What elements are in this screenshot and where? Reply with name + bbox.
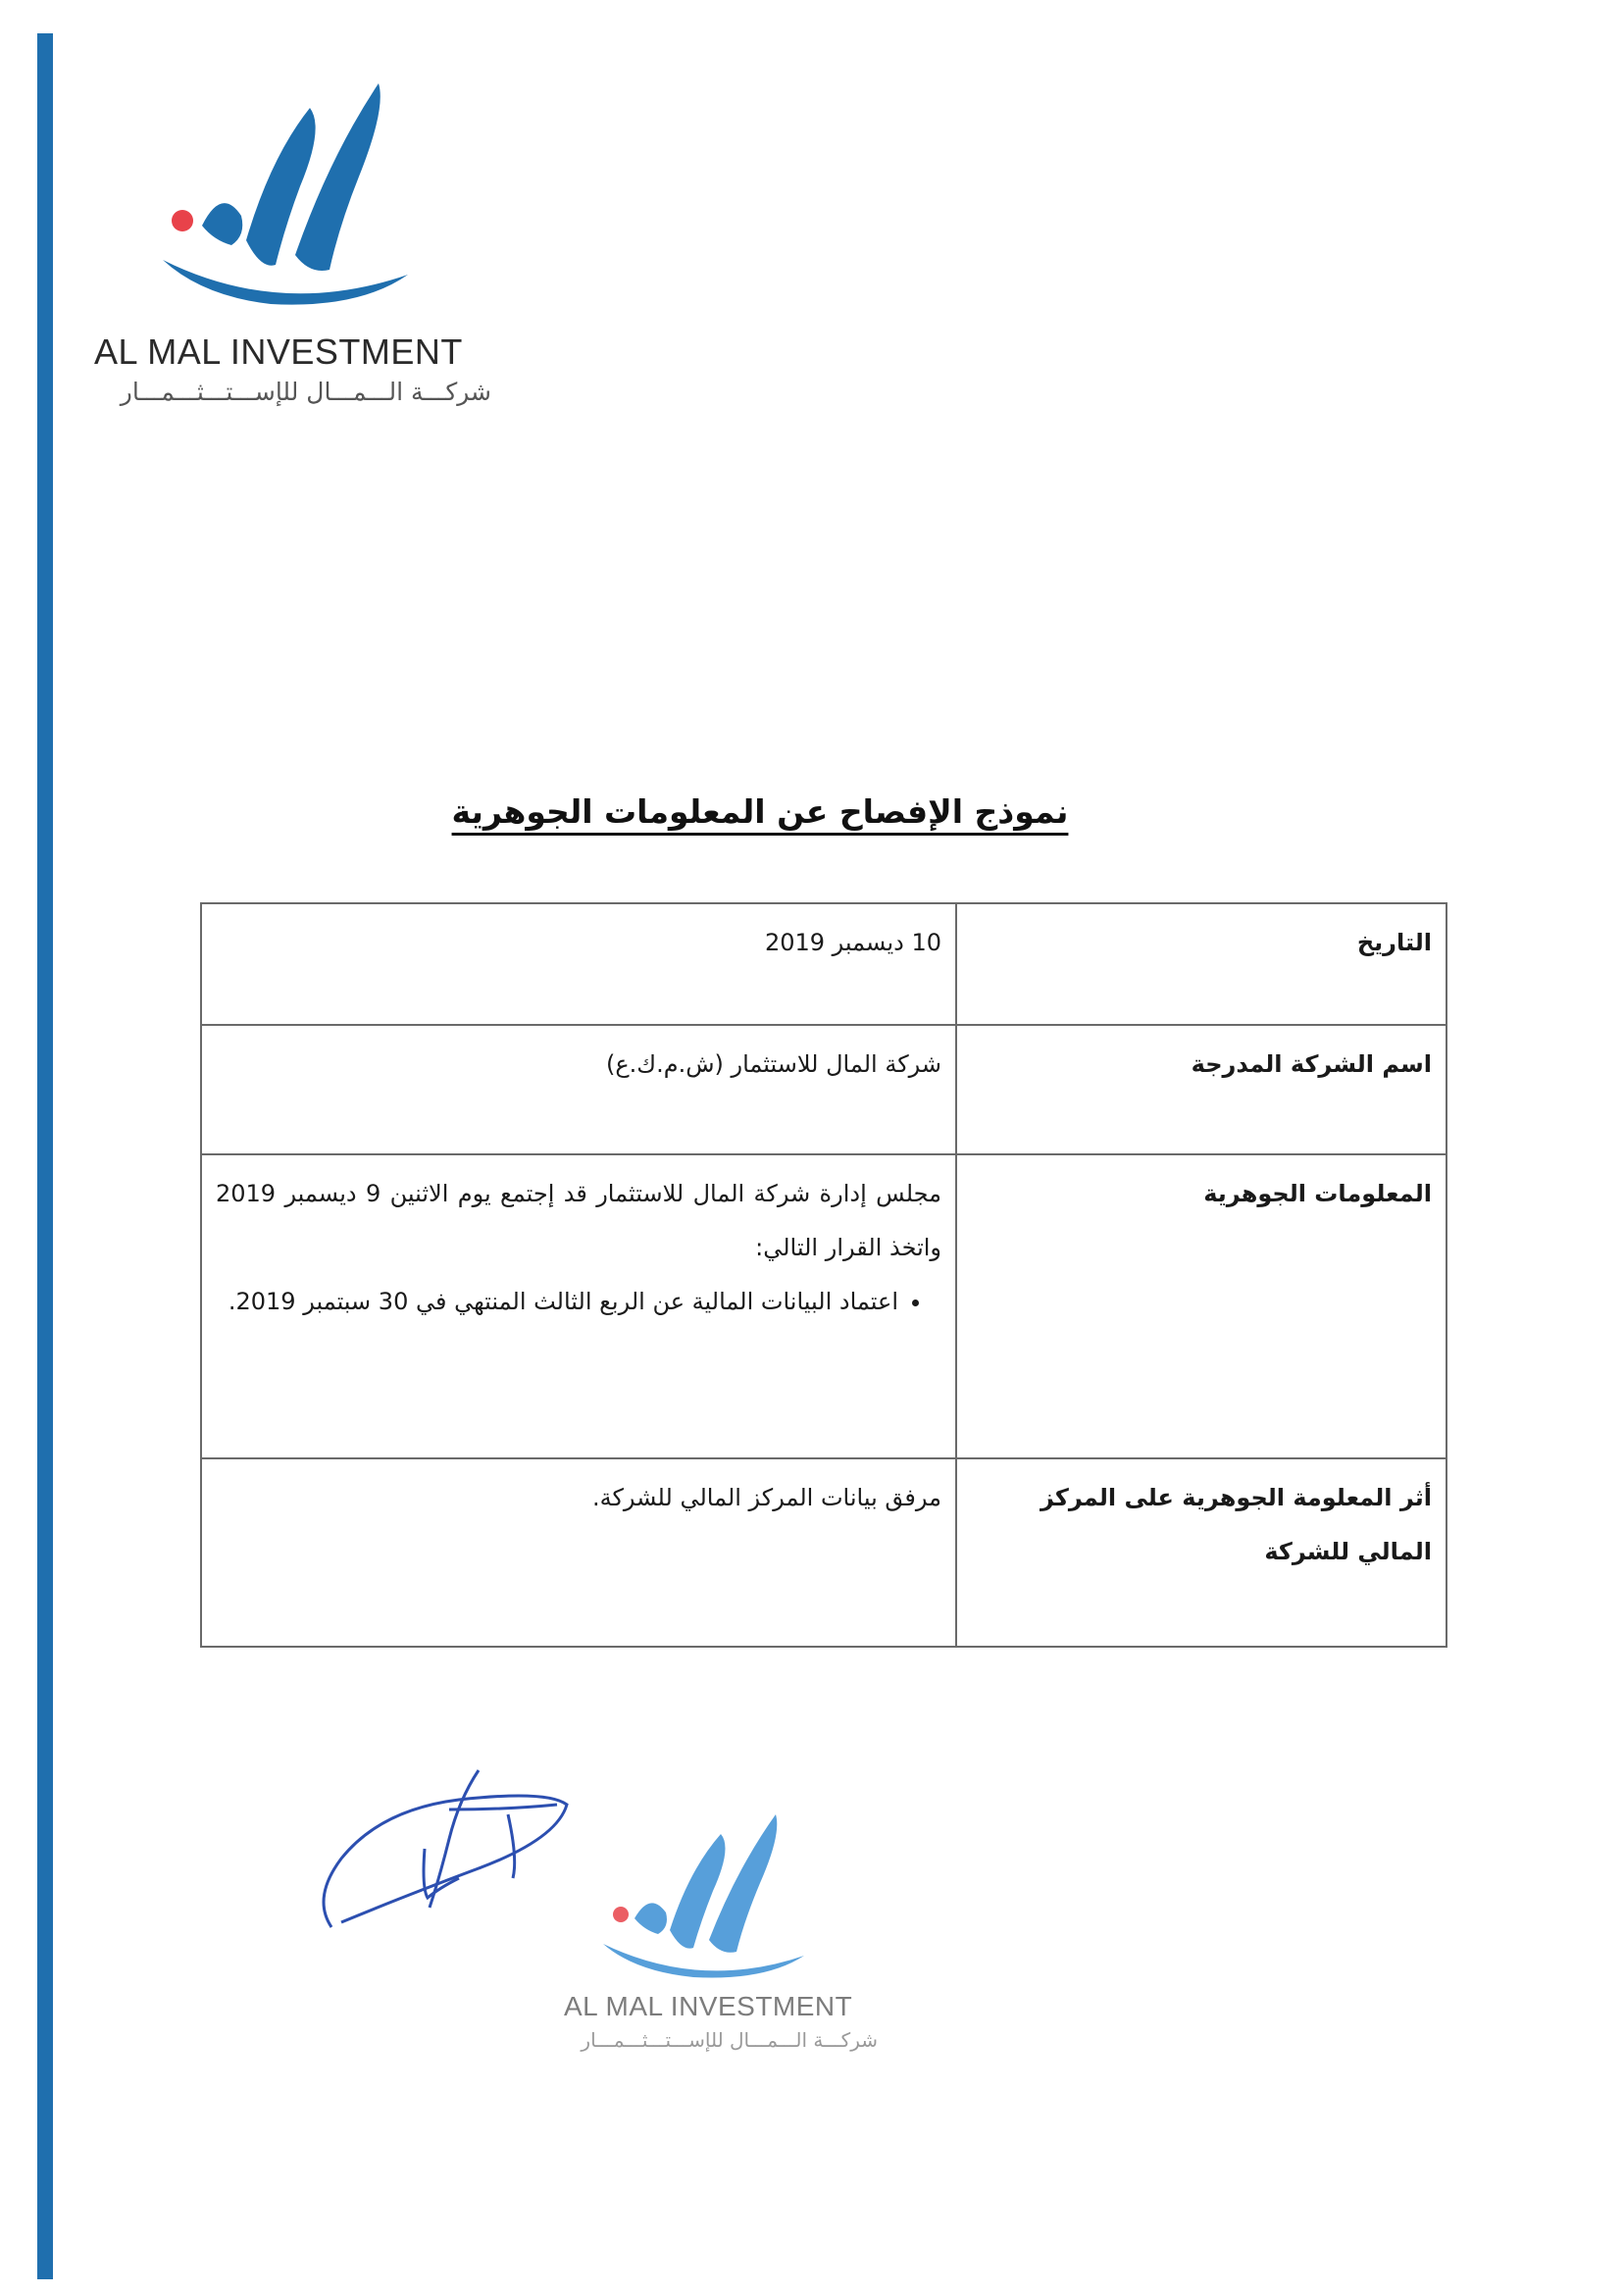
signature [312,1760,586,1937]
logo-name-en: AL MAL INVESTMENT [94,331,463,372]
stamp-name-en: AL MAL INVESTMENT [564,1991,853,2021]
row-label-material-info: المعلومات الجوهرية [956,1154,1446,1458]
logo-mark-icon [163,69,418,324]
logo-name-ar: شركـــة الـــمـــال للإســـتـــثـــمـــار [120,378,491,406]
stamp-name-ar: شركـــة الـــمـــال للإســـتـــثـــمـــار [581,2028,878,2052]
form-title: نموذج الإفصاح عن المعلومات الجوهرية [451,792,1069,831]
table-row [201,1154,1446,1458]
table-row [201,1025,1446,1154]
stamp-mark-icon [603,1805,829,1991]
row-value-company: شركة المال للاستثمار (ش.م.ك.ع) [201,1025,956,1154]
disclosure-table [200,902,1447,1648]
row-value-date: 10 ديسمبر 2019 [201,903,956,1025]
company-logo [94,69,516,422]
row-value-material-info [201,1154,956,1458]
row-label-company: اسم الشركة المدرجة [956,1025,1446,1154]
row-value-impact: مرفق بيانات المركز المالي للشركة. [201,1458,956,1647]
row-label-impact: أثر المعلومة الجوهرية على المركز المالي للشركة [956,1458,1446,1647]
accent-bar [37,33,53,2279]
table-row [201,903,1446,1025]
material-info-text: مجلس إدارة شركة المال للاستثمار قد إجتمع يوم الاثنين 9 ديسمبر 2019 واتخذ القرار التالي: [216,1180,941,1261]
material-info-bullet: • اعتماد البيانات المالية عن الربع الثالث المنتهي في 30 سبتمبر 2019. [216,1275,898,1329]
table-row [201,1458,1446,1647]
material-info-list [216,1275,941,1329]
company-stamp [549,1805,902,2060]
row-label-date: التاريخ [956,903,1446,1025]
